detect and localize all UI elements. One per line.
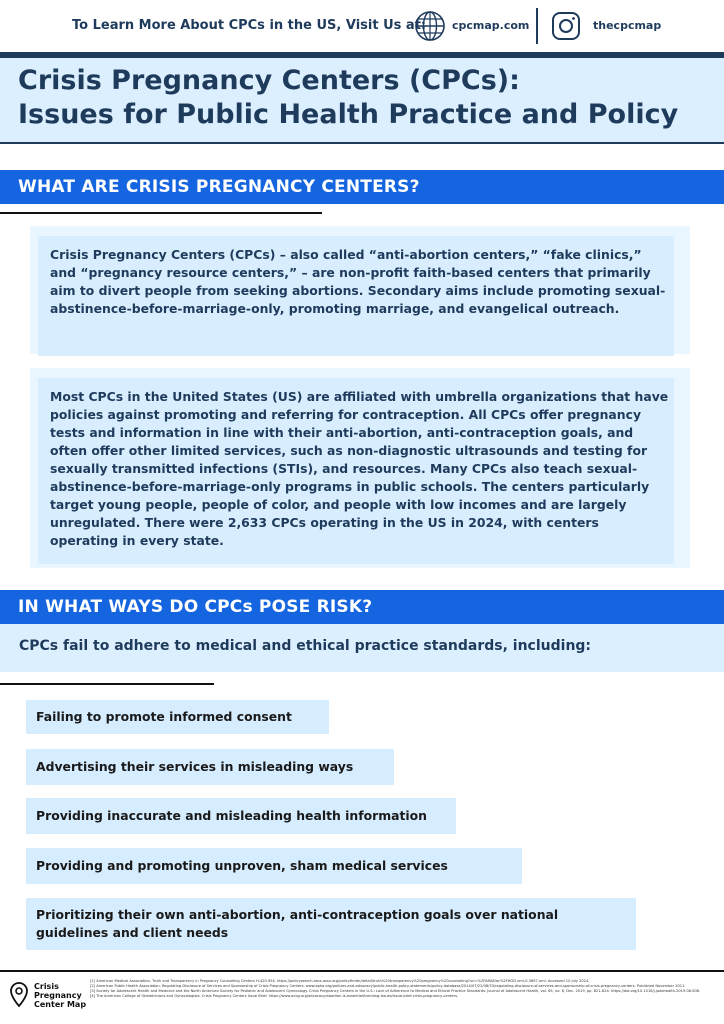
page-title (18, 64, 718, 132)
learn-more-text: To Learn More About CPCs in the US, Visit Us at: (72, 18, 427, 33)
risk-item-text: Providing inaccurate and misleading health information (36, 808, 427, 823)
brand-line: Center Map (34, 1000, 87, 1009)
risk-item (26, 749, 394, 785)
section-heading-risks (0, 590, 724, 624)
globe-icon[interactable] (414, 10, 446, 42)
reference-item: [3] Society for Adolescent Health and Medicine and the North American Society for Pediatric and Adolescent Gynecology. Crisis Pregnancy Centers in the U.S.: Lack of Adherence to Medical and Ethical Practice Standards. Journal of Adolescent Health, vol. 65, no. 6, Dec. 2019, pp. 821-824. https://doi.org/10.1016/j.jadohealth.2019.08.008. (90, 989, 701, 993)
definition-paragraph: Crisis Pregnancy Centers (CPCs) – also called “anti-abortion centers,” “fake clinics,” and “pregnancy resource centers,” – are non-profit faith-based centers that primarily aim to divert people from seeking abortions. Secondary aims include promoting sexual-abstinence-before-marriage-only, promoting marriage, and evangelical outreach. (50, 247, 666, 316)
section-heading-what-are-cpcs (0, 170, 724, 204)
section-heading-text: IN WHAT WAYS DO CPCs POSE RISK? (18, 597, 373, 617)
map-pin-icon (10, 982, 28, 1008)
risk-item-text: Failing to promote informed consent (36, 709, 292, 724)
instagram-handle[interactable]: thecpcmap (593, 19, 662, 32)
risks-intro-band (0, 624, 724, 672)
section-rule (0, 212, 322, 214)
instagram-icon[interactable] (551, 11, 581, 41)
details-paragraph: Most CPCs in the United States (US) are affiliated with umbrella organizations that have policies against promoting and referring for contraception. All CPCs offer pregnancy tests and information in line with their anti-abortion, anti-contraception goals, and often offer other limited services, such as non-diagnostic ultrasounds and testing for sexually transmitted infections (STIs), and resources. Many CPCs also teach sexual-abstinence-before-marriage-only programs in public schools. The centers particularly target young people, people of color, and people with low incomes and are largely unregulated. There were 2,633 CPCs operating in the US in 2024, with centers operating in every state. (50, 389, 669, 548)
reference-item: [2] American Public Health Association. Regulating Disclosure of Services and Sponsorship of Crisis Pregnancy Centers. www.apha.org/policies-and-advocacy/public-health-policy-statements/policy-database/2014/07/22/08/33/regulating-disclosure-of-services-and-sponsorship-of-crisis-pregnancy-centers. Published November 2011. (90, 984, 686, 988)
website-link[interactable]: cpcmap.com (452, 19, 530, 32)
risk-item (26, 700, 329, 734)
brand-logo-text (34, 982, 86, 1009)
definition-card (38, 236, 674, 356)
reference-item: [4] The American College of Obstetricians and Gynecologists. Crisis Pregnancy Centers Issue Brief. https://www.acog.org/advocacy/abortion-is-essential/trending-issues/issue-brief-crisis-pregnancy-centers. (90, 994, 459, 998)
header-divider (536, 8, 538, 44)
title-banner (0, 52, 724, 144)
title-top-bar (0, 52, 724, 58)
risk-item (26, 898, 636, 950)
reference-item: [1] American Medical Association. Truth and Transparency in Pregnancy Counseling Centers H-420.954. https://policysearch.ama-assn.org/policyfinder/detail/truth%20transparency%20pregnancy%20counseling?uri=%2FAMADoc%2FHOD.xml-0-3697.xml. Accessed 10 July 2024. (90, 979, 590, 983)
risk-item (26, 848, 522, 884)
brand-line: Pregnancy (34, 991, 82, 1000)
risk-item (26, 798, 456, 834)
references (90, 979, 718, 999)
footer (0, 970, 724, 1024)
top-bar (0, 0, 724, 52)
footer-rule (0, 970, 724, 972)
title-bottom-line (0, 142, 724, 144)
details-card (38, 378, 674, 564)
risk-item-text: Providing and promoting unproven, sham medical services (36, 858, 448, 873)
risks-intro-text: CPCs fail to adhere to medical and ethical practice standards, including: (19, 638, 592, 654)
brand-line: Crisis (34, 982, 59, 991)
section-rule (0, 683, 214, 685)
title-line-1: Crisis Pregnancy Centers (CPCs): (18, 65, 520, 96)
title-line-2: Issues for Public Health Practice and Policy (18, 99, 679, 130)
section-heading-text: WHAT ARE CRISIS PREGNANCY CENTERS? (18, 177, 420, 197)
risk-item-text: Prioritizing their own anti-abortion, anti-contraception goals over national guidelines and client needs (36, 907, 559, 940)
risk-item-text: Advertising their services in misleading ways (36, 759, 354, 774)
